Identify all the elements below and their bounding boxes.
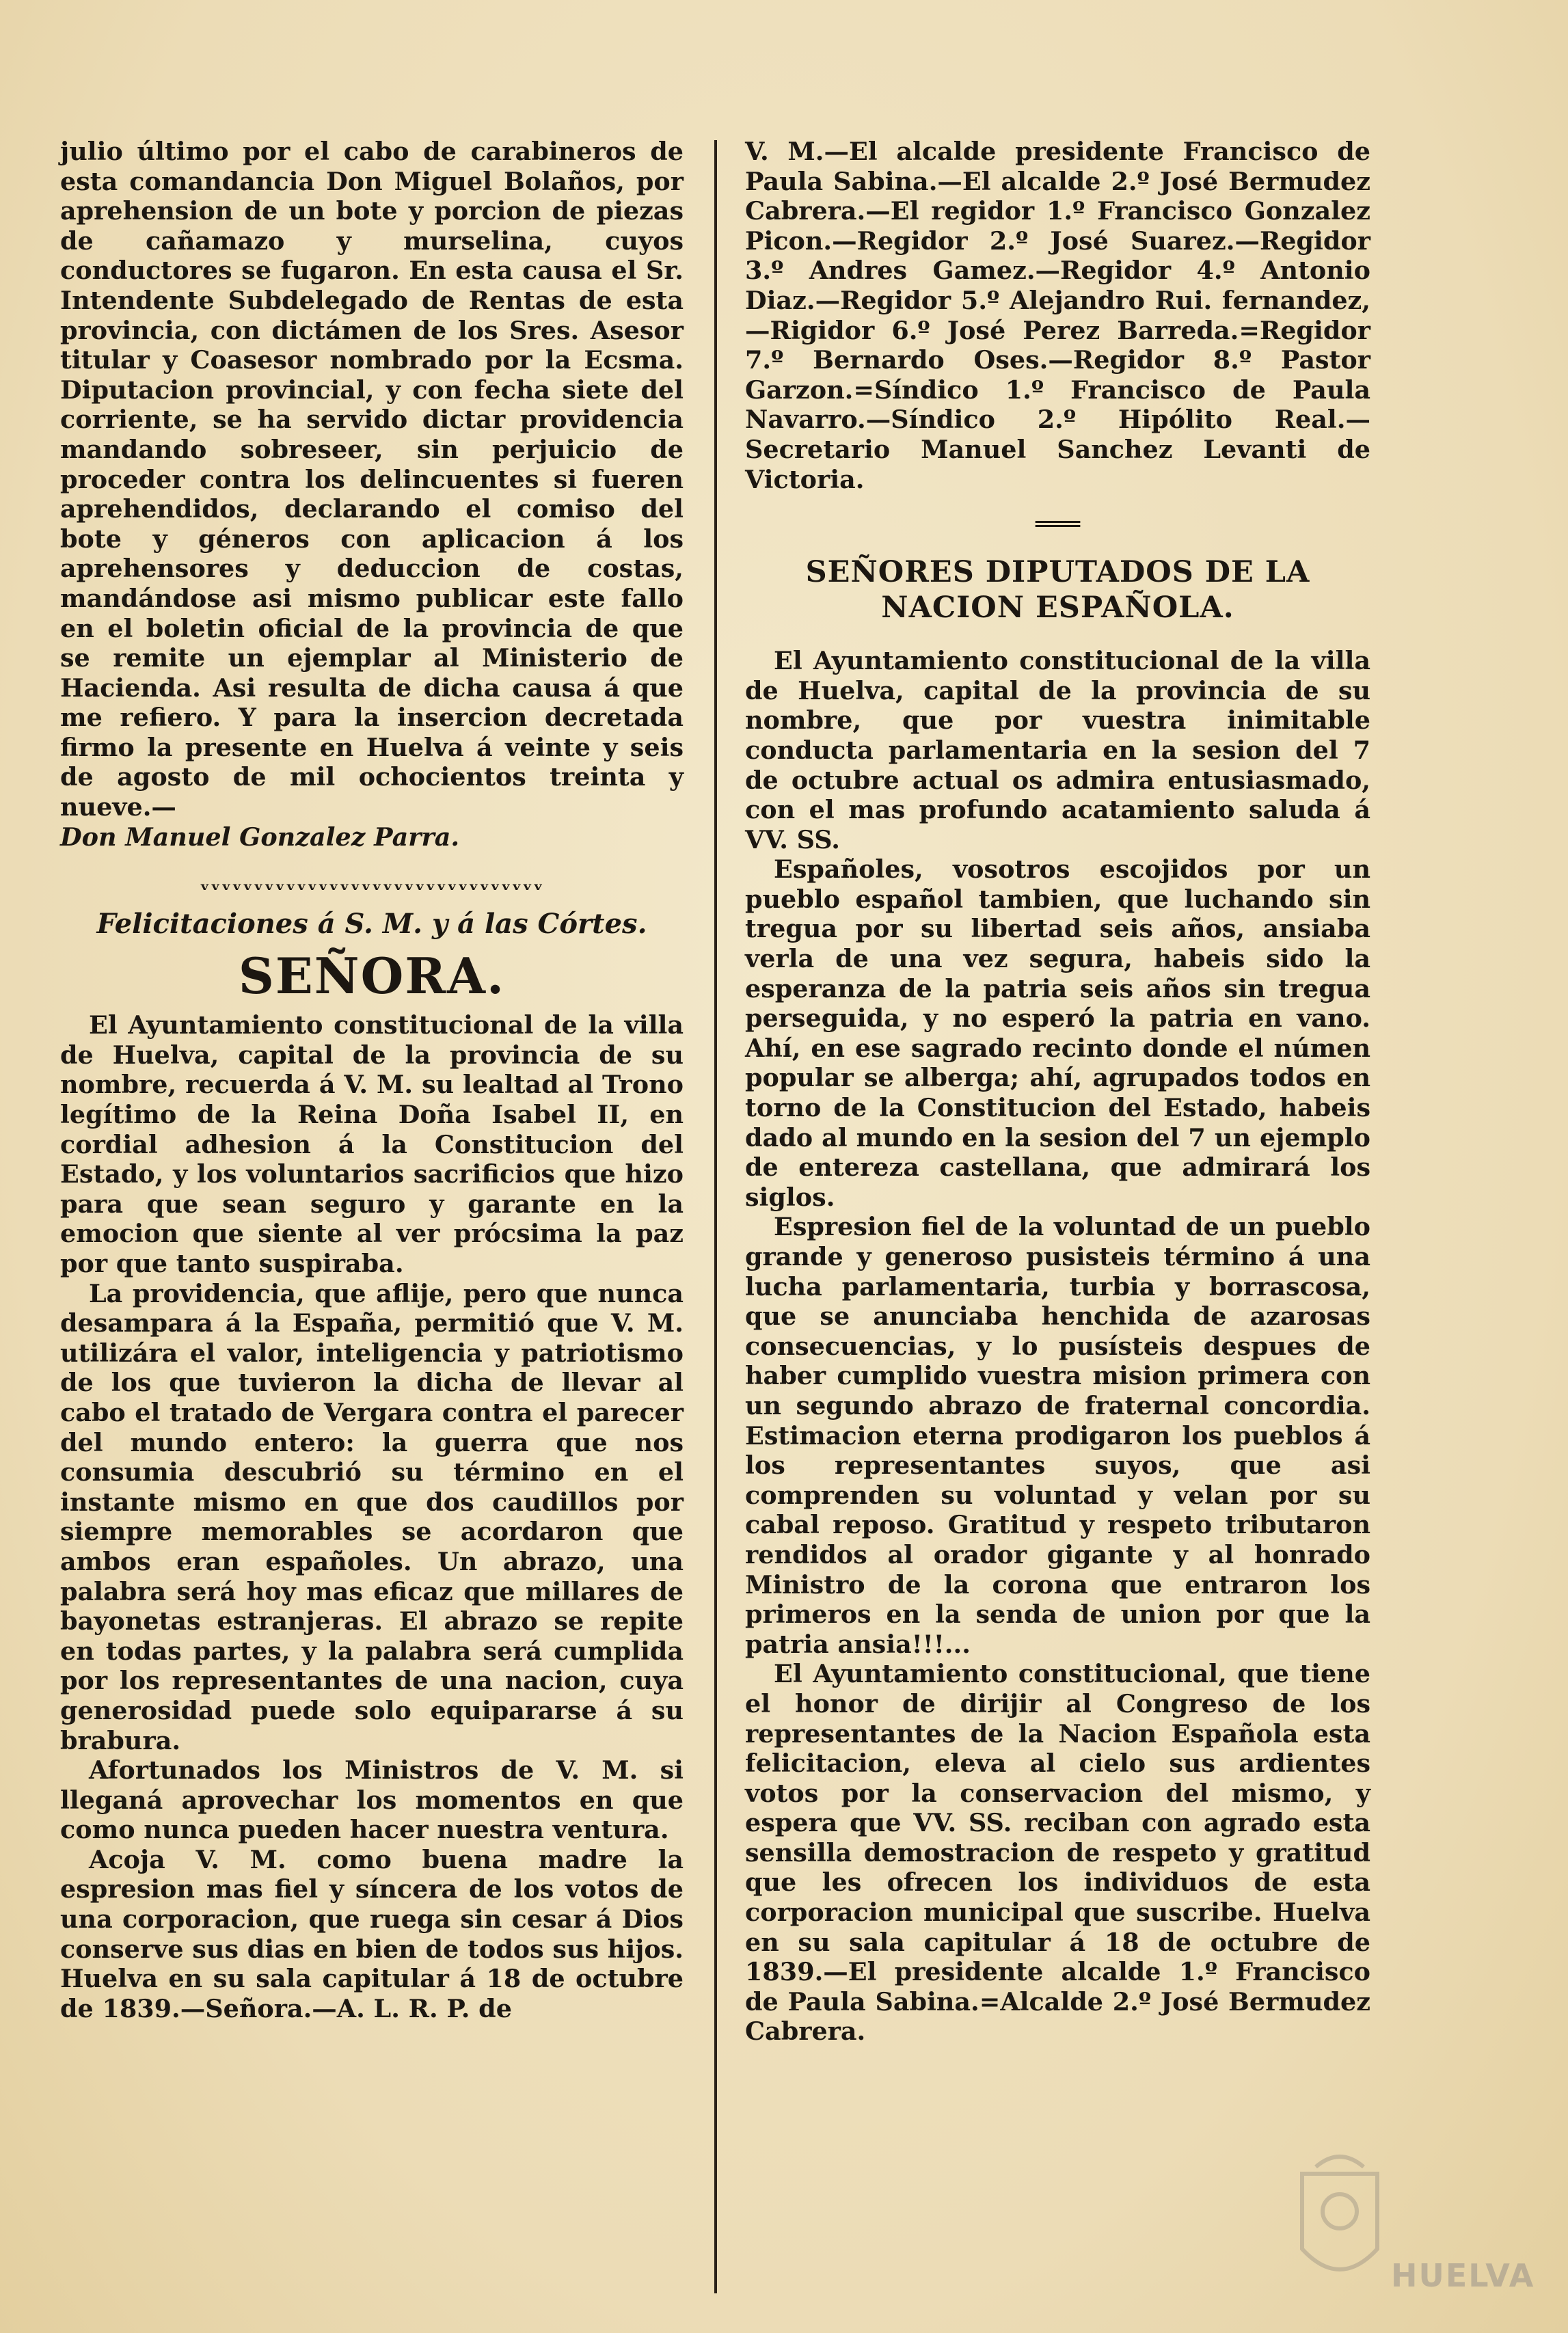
continued-paragraph: julio último por el cabo de carabineros de esta comandancia Don Miguel Bolaños, por aprehension de un bote y porcion de piezas de cañamazo y murselina, cuyos conductores se fugaron. En esta causa el Sr. Intendente Subdelegado de Rentas de esta provincia, con dictámen de los Sres. Asesor titular y Coasesor nombrado por la Ecsma. Diputacion provincial, y con fecha siete del corriente, se ha servido dictar providencia mandando sobreseer, sin perjuicio de proceder contra los delincuentes si fueren aprehendidos, declarando el comiso del bote y géneros con aplicacion á los aprehensores y deduccion de costas, mandándose asi mismo publicar este fallo en el boletin oficial de la provincia de que se remite un ejemplar al Ministerio de Hacienda. Asi resulta de dicha causa á que me refiero. Y para la insercion decretada firmo la presente en Huelva á veinte y seis de agosto de mil ochocientos treinta y nueve.— [60, 137, 684, 822]
paragraph: Espresion fiel de la voluntad de un pueblo grande y generoso pusisteis término á una lucha parlamentaria, turbia y borrascosa, que se anunciaba henchida de azarosas consecuencias, y lo pusísteis despues de haber cumplido vuestra mision primera con un segundo abrazo de fraternal concordia. Estimacion eterna prodigaron los pueblos á los representantes suyos, que asi comprenden su voluntad y velan por su cabal reposo. Gratitud y respeto tributaron rendidos al orador gigante y al honrado Ministro de la corona que entraron los primeros en la senda de union por que la patria ansia!!!... [745, 1212, 1370, 1659]
paragraph: Acoja V. M. como buena madre la espresion mas fiel y síncera de los votos de una corporacion, que ruega sin cesar á Dios conserve sus dias en bien de todos sus hijos. Huelva en su sala capitular á 18 de octubre de 1839.—Señora.—A. L. R. P. de [60, 1844, 684, 2023]
column-divider [714, 140, 717, 2293]
paragraph: Afortunados los Ministros de V. M. si lleganá aprovechar los momentos en que como nunca pueden hacer nuestra ventura. [60, 1755, 684, 1845]
short-divider: ═══ [1035, 510, 1081, 539]
paragraph: El Ayuntamiento constitucional de la villa de Huelva, capital de la provincia de su nombre, que por vuestra inimitable conducta parlamentaria en la sesion del 7 de octubre actual os admira entusiasmado, con el mas profundo acatamiento saluda á VV. SS. [745, 646, 1370, 854]
paragraph: Españoles, vosotros escojidos por un pueblo español tambien, que luchando sin tregua por su libertad seis años, ansiaba verla de una vez segura, habeis sido la esperanza de la patria seis años sin tregua perseguida, y no esperó la patria en vano. Ahí, en ese sagrado recinto donde el númen popular se alberga; ahí, agrupados todos en torno de la Constitucion del Estado, habeis dado al mundo en la sesion del 7 un ejemplo de entereza castellana, que admirará los siglos. [745, 854, 1370, 1212]
left-column [60, 137, 684, 2023]
signature: Don Manuel Gonzalez Parra. [60, 822, 460, 852]
section-heading: SEÑORES DIPUTADOS DE LA NACION ESPAÑOLA. [805, 555, 1310, 625]
paragraph: La providencia, que aflije, pero que nunca desampara á la España, permitió que V. M. utilizára el valor, inteligencia y patriotismo de los que tuvieron la dicha de llevar al cabo el tratado de Vergara contra el parecer del mundo entero: la guerra que nos consumia descubrió su término en el instante mismo en que dos caudillos por siempre memorables se acordaron que ambos eran españoles. Un abrazo, una palabra será hoy mas eficaz que millares de bayonetas estranjeras. El abrazo se repite en todas partes, y la palabra será cumplida por los representantes de una nacion, cuya generosidad puede solo equipararse á su brabura. [60, 1278, 684, 1755]
paragraph: El Ayuntamiento constitucional de la villa de Huelva, capital de la provincia de su nombre, recuerda á V. M. su lealtad al Trono legítimo de la Reina Doña Isabel II, en cordial adhesion á la Constitucion del Estado, y los voluntarios sacrificios que hizo para que sean seguro y garante en la emocion que siente al ver prócsima la paz por que tanto suspiraba. [60, 1010, 684, 1278]
signatures-paragraph: V. M.—El alcalde presidente Francisco de Paula Sabina.—El alcalde 2.º José Bermudez Cabrera.—El regidor 1.º Francisco Gonzalez Picon.—Regidor 2.º José Suarez.—Regidor 3.º Andres Gamez.—Regidor 4.º Antonio Diaz.—Regidor 5.º Alejandro Rui. fernandez,—Rigidor 6.º José Perez Barreda.=Regidor 7.º Bernardo Oses.—Regidor 8.º Pastor Garzon.=Síndico 1.º Francisco de Paula Navarro.—Síndico 2.º Hipólito Real.—Secretario Manuel Sanchez Levanti de Victoria. [745, 137, 1370, 494]
ornamental-divider: ᵥᵥᵥᵥᵥᵥᵥᵥᵥᵥᵥᵥᵥᵥᵥᵥᵥᵥᵥᵥᵥᵥᵥᵥᵥᵥᵥᵥᵥᵥᵥᵥ [200, 872, 544, 896]
watermark-text: HUELVA [1391, 2257, 1535, 2294]
section-title: Felicitaciones á S. M. y á las Córtes. [96, 908, 647, 941]
address-heading: SEÑORA. [238, 947, 506, 1006]
paragraph: El Ayuntamiento constitucional, que tiene el honor de dirijir al Congreso de los representantes de la Nacion Española esta felicitacion, eleva al cielo sus ardientes votos por la conservacion del mismo, y espera que VV. SS. reciban con agrado esta sensilla demostracion de respeto y gratitud que les ofrecen los individuos de esta corporacion municipal que suscribe. Huelva en su sala capitular á 18 de octubre de 1839.—El presidente alcalde 1.º Francisco de Paula Sabina.=Alcalde 2.º José Bermudez Cabrera. [745, 1659, 1370, 2047]
right-column [745, 137, 1370, 2047]
